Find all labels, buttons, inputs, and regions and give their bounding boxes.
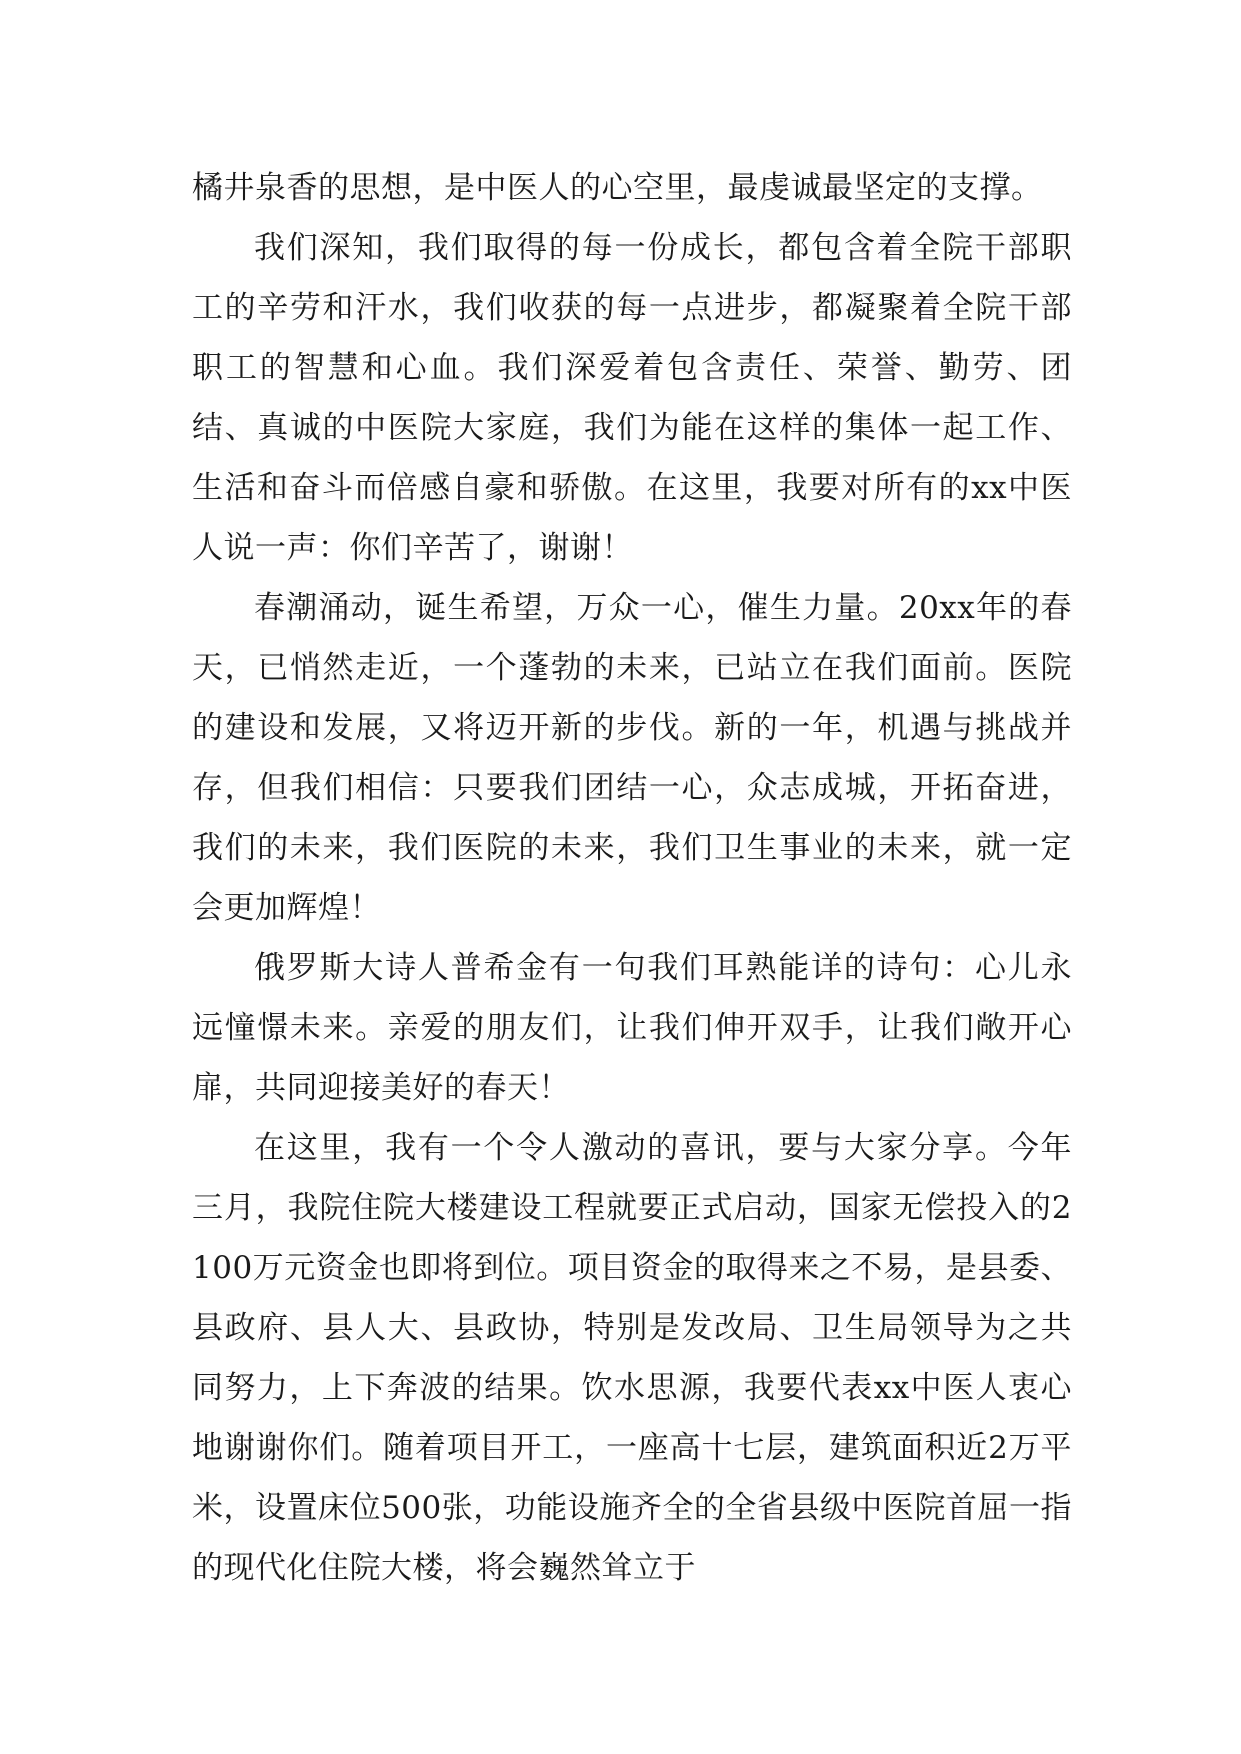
paragraph-4: 俄罗斯大诗人普希金有一句我们耳熟能详的诗句：心儿永远憧憬未来。亲爱的朋友们，让我们伸开双手，让我们敞开心扉，共同迎接美好的春天！ (192, 950, 1072, 1106)
paragraph-3: 春潮涌动，诞生希望，万众一心，催生力量。20xx年的春天，已悄然走近，一个蓬勃的未来，已站立在我们面前。医院的建设和发展，又将迈开新的步伐。新的一年，机遇与挑战并存，但我们相信：只要我们团结一心，众志成城，开拓奋进，我们的未来，我们医院的未来，我们卫生事业的未来，就一定会更加辉煌！ (192, 590, 1072, 926)
document-body (192, 158, 1072, 1598)
paragraph-5: 在这里，我有一个令人激动的喜讯，要与大家分享。今年三月，我院住院大楼建设工程就要正式启动，国家无偿投入的2100万元资金也即将到位。项目资金的取得来之不易，是县委、县政府、县人大、县政协，特别是发改局、卫生局领导为之共同努力，上下奔波的结果。饮水思源，我要代表xx中医人衷心地谢谢你们。随着项目开工，一座高十七层，建筑面积近2万平米，设置床位500张，功能设施齐全的全省县级中医院首屈一指的现代化住院大楼，将会巍然耸立于 (192, 1130, 1072, 1586)
paragraph-1: 橘井泉香的思想，是中医人的心空里，最虔诚最坚定的支撑。 (192, 170, 1043, 206)
paragraph-2: 我们深知，我们取得的每一份成长，都包含着全院干部职工的辛劳和汗水，我们收获的每一点进步，都凝聚着全院干部职工的智慧和心血。我们深爱着包含责任、荣誉、勤劳、团结、真诚的中医院大家庭，我们为能在这样的集体一起工作、生活和奋斗而倍感自豪和骄傲。在这里，我要对所有的xx中医人说一声：你们辛苦了，谢谢！ (192, 230, 1072, 566)
